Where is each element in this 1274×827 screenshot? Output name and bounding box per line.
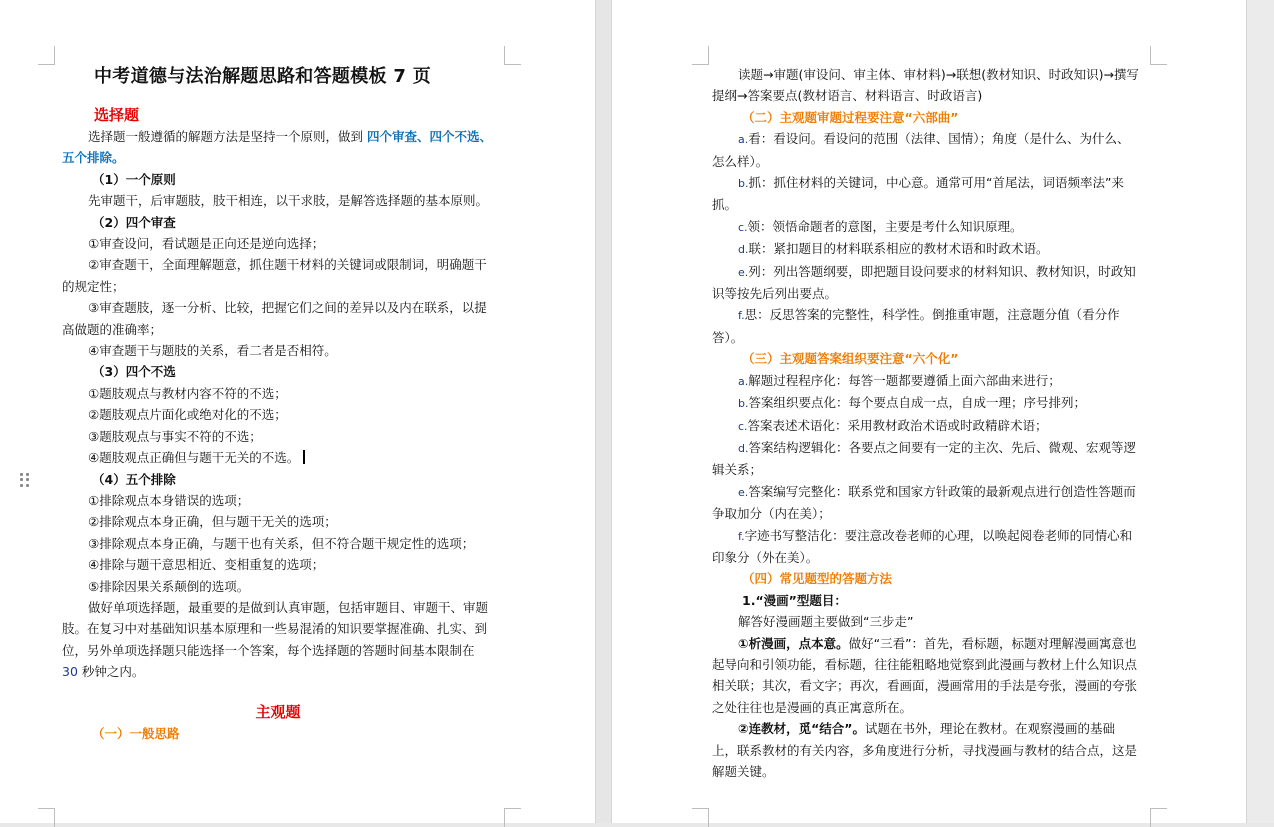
item-letter: f. xyxy=(738,529,745,543)
flow-text: 读题→审题(审设问、审主体、审材料)→联想(教材知识、时政知识)→撰写提纲→答案要点(教材语言、材料语言、时政语言) xyxy=(712,67,1139,104)
drag-handle-icon[interactable] xyxy=(20,473,30,487)
margin-corner-top-right xyxy=(504,46,521,65)
item-letter: b. xyxy=(738,177,749,191)
item-text: 答案编写完整化：联系党和国家方针政策的最新观点进行创造性答题而争取加分（内在美）； xyxy=(712,483,1136,522)
list-item: ③排除观点本身正确，与题干也有关系，但不符合题干规定性的选项； xyxy=(88,535,475,551)
list-item: ④排除与题干意思相近、变相重复的选项； xyxy=(88,557,325,573)
document-page-left[interactable] xyxy=(0,0,595,823)
list-item xyxy=(712,437,1140,481)
margin-corner-bottom-left xyxy=(692,808,709,827)
item-letter: d. xyxy=(738,243,749,257)
right-page-content[interactable] xyxy=(712,64,1140,782)
item-text: 抓：抓住材料的关键词，中心意。通常可用“首尾法，词语频率法”来抓。 xyxy=(712,175,1124,213)
intro-text: 选择题一般遵循的解题方法是坚持一个原则，做到 xyxy=(88,129,367,144)
list-item: ③审查题肢，逐一分析、比较，把握它们之间的差异以及内在联系，以提高做题的准确率； xyxy=(62,300,487,337)
choice-intro xyxy=(62,126,494,169)
item-letter: f. xyxy=(738,309,745,323)
subheading-one-principle: （1）一个原则 xyxy=(92,171,176,187)
list-item: ①审查设问，看试题是正向还是逆向选择； xyxy=(88,236,325,252)
list-item xyxy=(712,261,1140,305)
item-letter: a. xyxy=(738,374,749,388)
list-item xyxy=(712,481,1140,525)
document-title: 中考道德与法治解题思路和答题模板 7 页 xyxy=(94,66,432,87)
margin-corner-bottom-left xyxy=(38,808,55,827)
list-item: ④审查题干与题肢的关系，看二者是否相符。 xyxy=(88,343,337,359)
list-item xyxy=(712,304,1140,348)
item-letter: c. xyxy=(738,419,748,433)
list-item xyxy=(712,172,1140,216)
principle-text: 先审题干，后审题肢，肢干相连，以干求肢，是解答选择题的基本原则。 xyxy=(88,193,489,209)
item-text: 看：看设问。看设问的范围（法律、国情）；角度（是什么、为什么、怎么样）。 xyxy=(712,131,1130,169)
item-text: 答案结构逻辑化：各要点之间要有一定的主次、先后、微观、宏观等逻辑关系； xyxy=(712,439,1136,478)
intro-suffix: 。 xyxy=(112,150,125,166)
item-letter: d. xyxy=(738,441,749,455)
list-item: ②审查题干，全面理解题意，抓住题干材料的关键词或限制词，明确题干的规定性； xyxy=(62,257,487,294)
item-letter: a. xyxy=(738,133,749,147)
item-text: 解题过程程序化：每答一题都要遵循上面六部曲来进行； xyxy=(748,372,1061,388)
subheading-general-approach: （一）一般思路 xyxy=(92,725,180,741)
choice-closing-paragraph xyxy=(62,597,494,683)
intro-highlight: 四个审查、四个不选、五个排除 xyxy=(62,129,492,166)
subheading-six-izations: （三）主观题答案组织要注意“六个化” xyxy=(742,351,959,367)
cartoon-step-1 xyxy=(712,633,1140,719)
item-text: 列：列出答题纲要，即把题目设问要求的材料知识、教材知识，时政知识等按先后列出要点。 xyxy=(712,263,1136,302)
margin-corner-top-right xyxy=(1150,46,1167,65)
list-item xyxy=(712,238,1140,260)
margin-corner-bottom-right xyxy=(504,808,521,827)
text-cursor xyxy=(303,450,305,464)
list-item xyxy=(712,525,1140,569)
step-text: 做好“三看”：首先，看标题，标题对理解漫画寓意也起导向和引领功能，看标题，往往能粗略地觉察到此漫画与教材上什么知识点相关联；其次，看文字；再次，看画面，漫画常用的手法是夸张，漫画的夸张之处往往也是漫画的真正寓意所在。 xyxy=(712,635,1138,715)
margin-corner-top-left xyxy=(692,46,709,65)
section-heading-subjective: 主观题 xyxy=(255,702,301,721)
list-item xyxy=(712,370,1140,392)
list-item xyxy=(712,128,1140,172)
item-text: 字迹书写整洁化：要注意改卷老师的心理，以唤起阅卷老师的同情心和印象分（外在美）。 xyxy=(712,527,1133,565)
margin-corner-bottom-right xyxy=(1150,808,1167,827)
time-limit-number: 30 xyxy=(62,664,78,680)
cartoon-intro: 解答好漫画题主要做到“三步走” xyxy=(738,614,914,630)
item-text: 领：领悟命题者的意图，主要是考什么知识原理。 xyxy=(747,218,1023,234)
list-item: ③题肢观点与事实不符的不选； xyxy=(88,428,262,444)
cartoon-step-2 xyxy=(712,718,1140,782)
list-item: ⑤排除因果关系颠倒的选项。 xyxy=(88,578,250,594)
step-label: ②连教材，觅“结合”。 xyxy=(738,721,866,737)
item-text: 联：紧扣题目的材料联系相应的教材术语和时政术语。 xyxy=(748,241,1049,257)
list-item xyxy=(712,216,1140,238)
list-item: ②题肢观点片面化或绝对化的不选； xyxy=(88,407,287,423)
list-item xyxy=(712,392,1140,414)
list-item-with-cursor[interactable] xyxy=(62,447,494,468)
subheading-four-reviews: （2）四个审查 xyxy=(92,214,176,230)
item-letter: c. xyxy=(738,220,748,234)
step-text: 试题在书外，理论在教材。在观察漫画的基础上，联系教材的有关内容，多角度进行分析，寻找漫画与教材的结合点，这是解题关键。 xyxy=(712,721,1138,779)
step-label: ①析漫画，点本意。 xyxy=(738,635,849,651)
list-item-text: ④题肢观点正确但与题干无关的不选。 xyxy=(88,450,300,466)
left-page-content[interactable] xyxy=(62,62,494,744)
margin-corner-top-left xyxy=(38,46,55,65)
item-letter: e. xyxy=(738,485,749,499)
item-letter: e. xyxy=(738,265,749,279)
page-gutter xyxy=(595,0,612,823)
list-item: ①排除观点本身错误的选项； xyxy=(88,492,250,508)
subheading-question-types: （四）常见题型的答题方法 xyxy=(742,571,893,587)
item-text: 答案表述术语化：采用教材政治术语或时政精辟术语； xyxy=(747,417,1048,433)
list-item: ②排除观点本身正确，但与题干无关的选项； xyxy=(88,514,337,530)
closing-text: 做好单项选择题，最重要的是做到认真审题，包括审题目、审题干、审题肢。在复习中对基础知识基本原理和一些易混淆的知识要掌握准确、扎实、到位，另外单项选择题只能选择一个答案，每个选择题的答题时间基本限制在 xyxy=(62,599,489,658)
cartoon-question-heading: 1.“漫画”型题目： xyxy=(742,592,847,608)
subheading-six-steps: （二）主观题审题过程要注意“六部曲” xyxy=(742,109,959,125)
item-letter: b. xyxy=(738,397,749,411)
item-text: 思：反思答案的完整性，科学性。倒推重审题，注意题分值（看分作答）。 xyxy=(712,307,1120,345)
subheading-five-exclusions: （4）五个排除 xyxy=(92,471,176,487)
closing-suffix: 秒钟之内。 xyxy=(77,664,145,680)
item-text: 答案组织要点化：每个要点自成一点，自成一理；序号排列； xyxy=(748,395,1086,411)
section-heading-choice: 选择题 xyxy=(94,106,140,124)
subheading-four-not-choose: （3）四个不选 xyxy=(92,364,176,380)
workspace-background xyxy=(1246,0,1274,823)
list-item: ①题肢观点与教材内容不符的不选； xyxy=(88,385,287,401)
list-item xyxy=(712,415,1140,437)
